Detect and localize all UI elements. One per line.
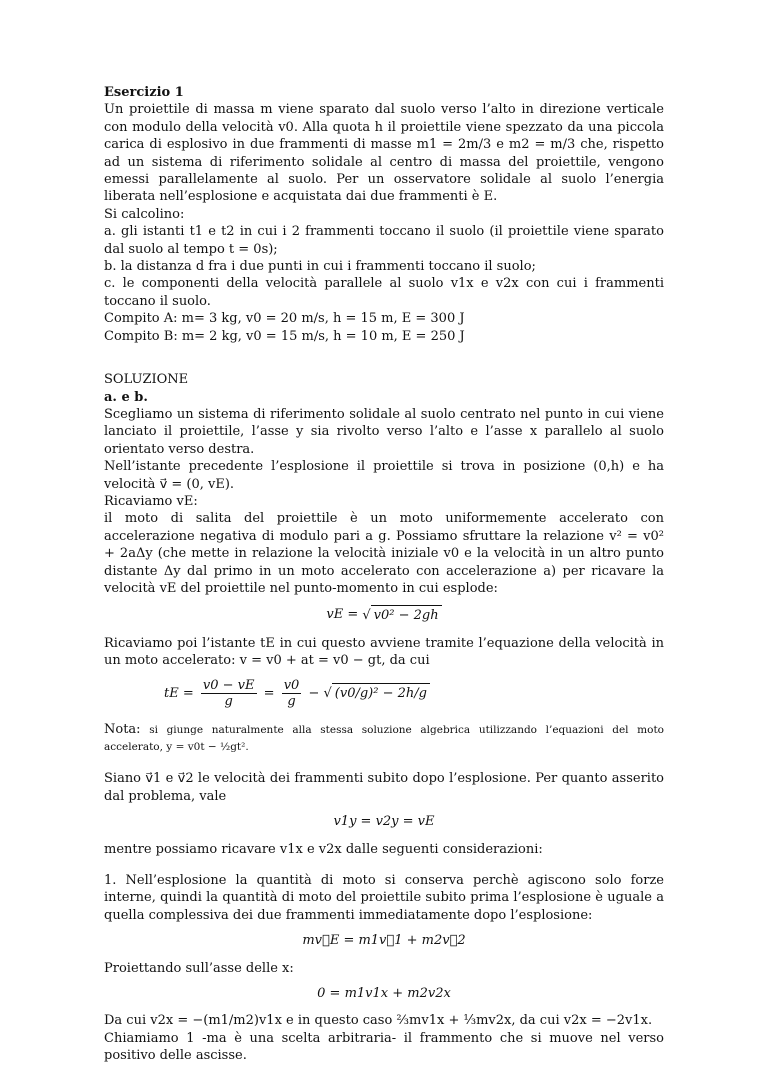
solution-heading: SOLUZIONE <box>104 372 189 388</box>
compito-a: Compito A: m= 3 kg, v0 = 20 m/s, h = 15 m, E = 300 J <box>104 311 465 327</box>
document-page <box>104 84 664 1065</box>
solution-paragraph-1: Scegliamo un sistema di riferimento solidale al suolo centrato nel punto in cui viene lanciato il proiettile, l’asse y sia rivolto verso l’alto e l’asse x parallelo al suolo orientato verso destra. <box>104 406 664 457</box>
exercise-statement: Un proiettile di massa m viene sparato dal suolo verso l’alto in direzione verticale con modulo della velocità v0. Alla quota h il proiettile viene spezzato da una piccola carica di esplosivo in due frammenti di masse m1 = 2m/3 e m2 = m/3 che, rispetto ad un sistema di riferimento solidale al centro di massa del proiettile, vengono emessi parallelamente al suolo. Per un osservatore solidale al suolo l’energia liberata nell’esplosione e acquistata dai due frammenti è E. <box>104 102 664 205</box>
solution-paragraph-5: Ricaviamo poi l’istante tE in cui questo avviene tramite l’equazione della velocità in un moto accelerato: v = v0 + at = v0 − gt, da cui <box>104 635 664 669</box>
note-text: si giunge naturalmente alla stessa soluzione algebrica utilizzando l’equazioni del moto accelerato, y = v0t − ½gt². <box>104 723 664 753</box>
solution-paragraph-6: Siano v⃗1 e v⃗2 le velocità dei frammenti subito dopo l’esplosione. Per quanto asserito dal problema, vale <box>104 771 664 804</box>
formula-tE-fraction-2 <box>282 678 302 709</box>
question-a: a. gli istanti t1 e t2 in cui i 2 frammenti toccano il suolo (il proiettile viene sparato dal suolo al tempo t = 0s); <box>104 224 664 257</box>
formula-tE-frac1-num: v0 − vE <box>202 677 255 693</box>
solution-paragraph-11: Chiamiamo 1 -ma è una scelta arbitraria- il frammento che si muove nel verso positivo delle ascisse. <box>104 1030 664 1064</box>
solution-paragraph-8: 1. Nell’esplosione la quantità di moto si conserva perchè agiscono solo forze interne, quindi la quantità di moto del proiettile subito prima l’esplosione è uguale a quella complessiva dei due frammenti immediatamente dopo l’esplosione: <box>104 873 664 923</box>
formula-vE-lhs: vE = <box>326 607 359 623</box>
solution-paragraph-7: mentre possiamo ricavare v1x e v2x dalle seguenti considerazioni: <box>104 841 543 857</box>
formula-tE-radicand: (v0/g)² − 2h/g <box>332 683 430 702</box>
solution-paragraph-3: Ricaviamo vE: <box>104 493 198 509</box>
solution-part-ab: a. e b. <box>104 389 148 405</box>
solution-paragraph-10: Da cui v2x = −(m1/m2)v1x e in questo caso ⅔mv1x + ⅓mv2x, da cui v2x = −2v1x. <box>104 1013 653 1029</box>
solution-paragraph-4: il moto di salita del proiettile è un moto uniformemente accelerato con accelerazione negativa di modulo pari a g. Possiamo sfruttare la relazione v² = v0² + 2aΔy (che mette in relazione la velocità iniziale v0 e la velocità in un altro punto distante Δy dal primo in un moto accelerato con accelerazione a) per ricavare la velocità vE del proiettile nel punto-momento in cui esplode: <box>104 511 664 596</box>
exercise-questions-intro: Si calcolino: <box>104 206 185 222</box>
formula-vy: v1y = v2y = vE <box>333 814 435 830</box>
exercise-title: Esercizio 1 <box>104 85 184 100</box>
formula-tE-frac2-num: v0 <box>283 677 300 693</box>
formula-tE: tE = $\frac{v0 - vE}{g}$ = $\frac{v0}{g}$ − √ (v0/g)² − 2h/g <box>164 678 664 709</box>
sqrt-symbol: √ v0² − 2gh <box>362 605 441 624</box>
question-b: b. la distanza d fra i due punti in cui i frammenti toccano il suolo; <box>104 259 536 275</box>
solution-paragraph-9: Proiettando sull’asse delle x: <box>104 960 294 976</box>
formula-tE-sqrt: √ (v0/g)² − 2h/g <box>324 683 430 702</box>
note-label: Nota: <box>104 721 141 737</box>
formula-tE-fraction-1 <box>201 678 257 709</box>
formula-tE-frac2-den: g <box>287 693 296 709</box>
formula-vE <box>104 605 664 624</box>
formula-projection: 0 = m1v1x + m2v2x <box>317 986 451 1002</box>
formula-tE-frac1-den: g <box>224 693 233 709</box>
formula-vE-radicand: v0² − 2gh <box>371 605 442 624</box>
solution-paragraph-2: Nell’istante precedente l’esplosione il proiettile si trova in posizione (0,h) e ha velocità v⃗ = (0, vE). <box>104 459 664 492</box>
question-c: c. le componenti della velocità parallele al suolo v1x e v2x con cui i frammenti toccano il suolo. <box>104 276 664 309</box>
compito-b: Compito B: m= 2 kg, v0 = 15 m/s, h = 10 m, E = 250 J <box>104 328 465 344</box>
note <box>104 721 664 757</box>
formula-momentum: mv⃗E = m1v⃗1 + m2v⃗2 <box>302 933 466 949</box>
formula-tE-lhs: tE = <box>164 685 194 701</box>
